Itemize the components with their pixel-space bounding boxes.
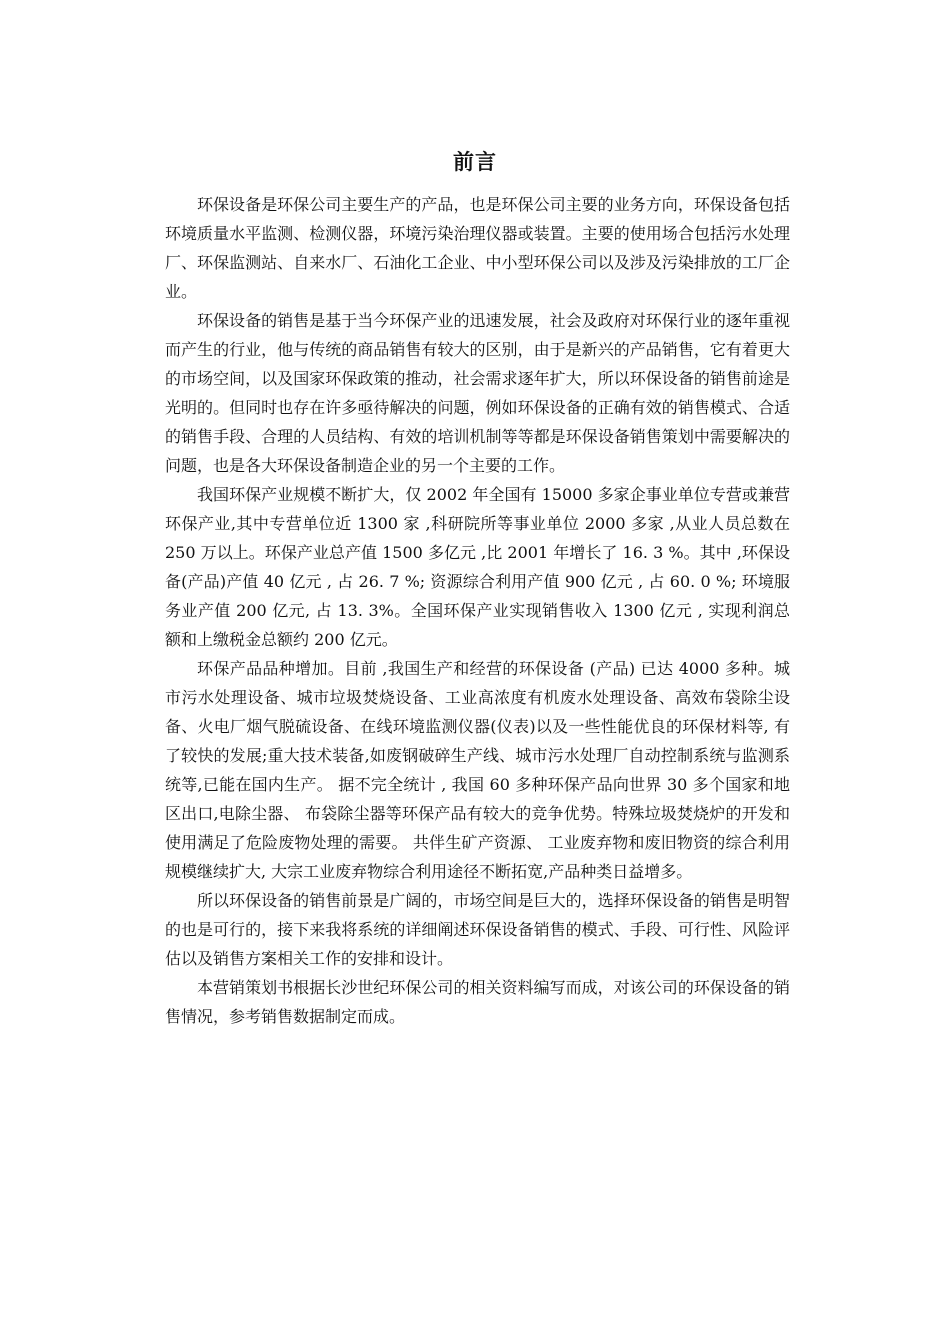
- paragraph-6: 本营销策划书根据长沙世纪环保公司的相关资料编写而成，对该公司的环保设备的销售情况，参考销售数据制定而成。: [165, 978, 790, 1026]
- page-title: 前言: [453, 150, 497, 174]
- paragraph-2: 环保设备的销售是基于当今环保产业的迅速发展，社会及政府对环保行业的逐年重视而产生的行业，他与传统的商品销售有较大的区别，由于是新兴的产品销售，它有着更大的市场空间，以及国家环保政策的推动，社会需求逐年扩大，所以环保设备的销售前途是光明的。但同时也存在许多亟待解决的问题，例如环保设备的正确有效的销售模式、合适的销售手段、合理的人员结构、有效的培训机制等等都是环保设备销售策划中需要解决的问题，也是各大环保设备制造企业的另一个主要的工作。: [165, 311, 790, 475]
- paragraph-3: 我国环保产业规模不断扩大，仅 2002 年全国有 15000 多家企事业单位专营或兼营环保产业,其中专营单位近 1300 家 ,科研院所等事业单位 2000 多家 ,从业人员总数在 250 万以上。环保产业总产值 1500 多亿元 ,比 2001 年增长了 16. 3 %。其中 ,环保设备(产品)产值 40 亿元 , 占 26. 7 %; 资源综合利用产值 900 亿元 , 占 60. 0 %; 环境服务业产值 200 亿元, 占 13. 3%。全国环保产业实现销售收入 1300 亿元 , 实现利润总额和上缴税金总额约 200 亿元。: [165, 485, 790, 649]
- paragraph-1: 环保设备是环保公司主要生产的产品，也是环保公司主要的业务方向，环保设备包括环境质量水平监测、检测仪器，环境污染治理仪器或装置。主要的使用场合包括污水处理厂、环保监测站、自来水厂、石油化工企业、中小型环保公司以及涉及污染排放的工厂企业。: [165, 195, 790, 301]
- document-body: [165, 190, 790, 1031]
- paragraph-5: 所以环保设备的销售前景是广阔的，市场空间是巨大的，选择环保设备的销售是明智的也是可行的，接下来我将系统的详细阐述环保设备销售的模式、手段、可行性、风险评估以及销售方案相关工作的安排和设计。: [165, 891, 790, 968]
- paragraph-4: 环保产品品种增加。目前 ,我国生产和经营的环保设备 (产品) 已达 4000 多种。城市污水处理设备、城市垃圾焚烧设备、工业高浓度有机废水处理设备、高效布袋除尘设备、火电厂烟气脱硫设备、在线环境监测仪器(仪表)以及一些性能优良的环保材料等, 有了较快的发展;重大技术装备,如废钢破碎生产线、城市污水处理厂自动控制系统与监测系统等,已能在国内生产。 据不完全统计 , 我国 60 多种环保产品向世界 30 多个国家和地区出口,电除尘器、 布袋除尘器等环保产品有较大的竞争优势。特殊垃圾焚烧炉的开发和使用满足了危险废物处理的需要。 共伴生矿产资源、 工业废弃物和废旧物资的综合利用规模继续扩大, 大宗工业废弃物综合利用途径不断拓宽,产品种类日益增多。: [165, 659, 790, 881]
